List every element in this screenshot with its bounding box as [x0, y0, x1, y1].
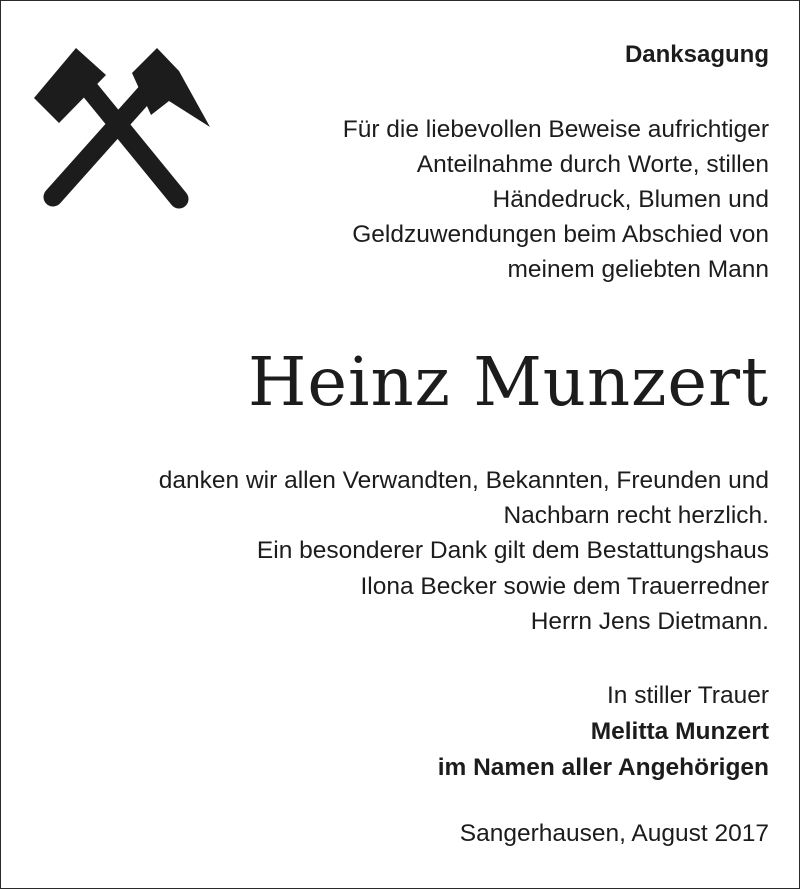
- thanks-paragraph: [159, 463, 769, 639]
- place-date: Sangerhausen, August 2017: [459, 820, 769, 847]
- thanks-line: danken wir allen Verwandten, Bekannten, Freunden und: [158, 467, 769, 494]
- intro-line: Anteilnahme durch Worte, stillen: [416, 151, 769, 178]
- notice-heading: Danksagung: [624, 41, 769, 68]
- thanks-line: Ilona Becker sowie dem Trauerredner: [360, 572, 769, 600]
- thanks-line: Ein besonderer Dank gilt dem Bestattungshaus: [256, 537, 769, 565]
- signature-block: [438, 678, 769, 786]
- signature-opening: In stiller Trauer: [606, 682, 769, 709]
- thanks-line: Herrn Jens Dietmann.: [530, 607, 769, 635]
- intro-line: Für die liebevollen Beweise aufrichtiger: [342, 116, 769, 143]
- signature-family: im Namen aller Angehörigen: [437, 754, 769, 781]
- deceased-name: Heinz Munzert: [247, 343, 769, 421]
- intro-paragraph: [343, 112, 769, 287]
- intro-line: Geldzuwendungen beim Abschied von: [352, 221, 769, 248]
- thanks-line: Nachbarn recht herzlich.: [503, 502, 769, 530]
- intro-line: meinem geliebten Mann: [507, 256, 769, 283]
- intro-line: Händedruck, Blumen und: [492, 186, 769, 213]
- crossed-hammers-icon: [29, 43, 211, 209]
- signature-name: Melitta Munzert: [590, 718, 769, 745]
